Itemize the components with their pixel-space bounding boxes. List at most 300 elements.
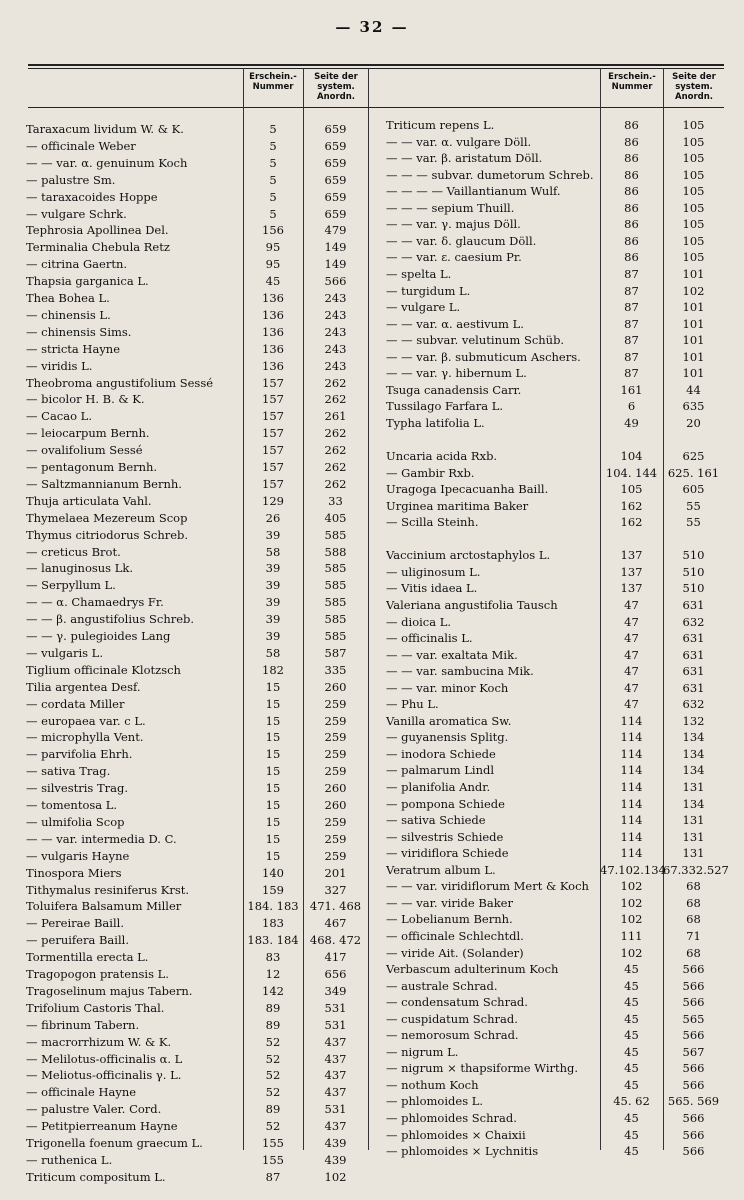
entry-name: — leiocarpum Bernh. (26, 426, 150, 441)
entry-number: 15 (265, 764, 281, 779)
index-row (26, 239, 368, 256)
entry-name: — australe Schrad. (386, 978, 498, 993)
entry-page: 105 (682, 184, 705, 199)
entry-number: 89 (265, 1017, 281, 1032)
index-row (386, 978, 724, 995)
entry-number: 114 (620, 746, 643, 761)
entry-number: 52 (265, 1085, 281, 1100)
entry-name: — sativa Trag. (26, 764, 111, 779)
entry-name: — — var. viridiflorum Mert & Koch (386, 879, 589, 894)
entry-number: 15 (265, 747, 281, 762)
index-row (26, 1101, 368, 1118)
entry-page: 105 (682, 134, 705, 149)
entry-number: 45 (624, 978, 639, 993)
entry-number: 45 (624, 962, 639, 977)
entry-name: Triticum compositum L. (26, 1169, 166, 1184)
entry-page: 68 (686, 945, 701, 960)
entry-name: Tilia argentea Desf. (26, 679, 141, 694)
entry-number: 39 (265, 527, 281, 542)
entry-page: 467 (324, 916, 347, 931)
entry-number: 89 (265, 1102, 281, 1117)
entry-name: — spelta L. (386, 266, 452, 281)
entry-page: 134 (682, 746, 705, 761)
entry-page: 68 (686, 895, 701, 910)
entry-number: 87 (624, 266, 639, 281)
entry-page: 243 (324, 358, 347, 373)
entry-name: — officinale Hayne (26, 1085, 137, 1100)
entry-name: — cuspidatum Schrad. (386, 1011, 518, 1026)
entry-page: 131 (682, 780, 705, 794)
index-row (26, 1051, 368, 1068)
entry-page: 260 (324, 798, 347, 812)
index-row (26, 375, 368, 392)
entry-name: — cordata Miller (26, 696, 125, 711)
index-row (386, 779, 724, 796)
entry-page: 349 (324, 983, 347, 998)
entry-name: — bicolor H. B. & K. (26, 392, 145, 407)
entry-page: 437 (324, 1051, 347, 1066)
entry-page: 262 (324, 443, 347, 458)
index-row (26, 949, 368, 966)
index-row (386, 498, 724, 515)
entry-page: 587 (324, 645, 347, 660)
entry-name: — — — subvar. dumetorum Schreb. (386, 167, 594, 182)
entry-name: — Scilla Steinh. (386, 515, 479, 530)
entry-page: 656 (324, 967, 347, 981)
entry-number: 52 (265, 1051, 281, 1066)
entry-page: 55 (686, 498, 701, 513)
index-row (26, 408, 368, 425)
entry-number: 39 (265, 578, 281, 593)
entry-number: 157 (262, 426, 284, 441)
entry-name: Veratrum album L. (386, 862, 496, 877)
entry-number: 157 (262, 392, 284, 407)
entry-number: 15 (265, 814, 281, 829)
index-row (26, 358, 368, 375)
entry-name: — — var. α. vulgare Döll. (386, 134, 532, 149)
entry-page: 261 (324, 409, 347, 424)
entry-name: — taraxacoides Hoppe (26, 189, 158, 204)
index-row (386, 481, 724, 498)
entry-name: — — subvar. velutinum Schüb. (386, 333, 565, 348)
entry-number: 5 (269, 155, 277, 170)
entry-page: 101 (682, 266, 705, 281)
index-row (26, 324, 368, 341)
index-row (26, 155, 368, 172)
entry-page: 631 (682, 664, 705, 679)
entry-page: 134 (682, 730, 705, 745)
entry-page: 566 (682, 1127, 705, 1142)
entry-name: Thymelaea Mezereum Scop (26, 510, 188, 525)
index-row (26, 206, 368, 223)
index-row (386, 465, 724, 482)
entry-number: 45 (624, 1144, 639, 1159)
index-row (26, 1152, 368, 1169)
entry-number: 45. 62 (613, 1094, 650, 1109)
entry-page: 585 (324, 612, 347, 627)
index-row (386, 647, 724, 664)
entry-page: 566 (682, 1111, 705, 1125)
index-row (386, 398, 724, 415)
index-row (386, 729, 724, 746)
entry-name: — palustre Sm. (26, 172, 116, 187)
entry-name: Thapsia garganica L. (26, 274, 149, 289)
entry-number: 95 (265, 257, 281, 272)
entry-number: 142 (262, 983, 284, 998)
entry-name: — citrina Gaertn. (26, 257, 128, 272)
entry-page: 335 (324, 662, 347, 677)
entry-name: — planifolia Andr. (386, 780, 491, 794)
entry-page: 566 (682, 962, 705, 977)
entry-number: 15 (265, 831, 281, 846)
entry-name: Vanilla aromatica Sw. (386, 713, 512, 728)
entry-name: Trigonella foenum graecum L. (26, 1136, 203, 1150)
entry-number: 104 (620, 449, 643, 463)
entry-name: — phlomoides L. (386, 1094, 484, 1109)
entry-name: — Saltzmannianum Bernh. (26, 476, 182, 491)
entry-name: — viride Ait. (Solander) (386, 945, 524, 960)
entry-page: 243 (324, 307, 347, 322)
entry-page: 439 (324, 1152, 347, 1167)
index-row (386, 928, 724, 945)
index-row (386, 845, 724, 862)
header-page-right: Seite der system. Anordn. (672, 72, 716, 102)
entry-number: 5 (269, 189, 277, 204)
entry-number: 114 (620, 813, 643, 828)
entry-name: — — β. angustifolius Schreb. (26, 612, 195, 627)
entry-number: 137 (620, 548, 643, 563)
entry-number: 5 (269, 206, 277, 221)
entry-number: 102 (620, 895, 643, 910)
entry-page: 243 (324, 324, 347, 339)
entry-page: 605 (682, 482, 705, 497)
index-row (386, 299, 724, 316)
entry-page: 259 (324, 730, 347, 745)
entry-number: 87 (624, 300, 639, 315)
entry-page: 105 (682, 233, 705, 248)
entry-number: 45 (624, 1127, 639, 1142)
entry-number: 5 (269, 138, 277, 153)
entry-name: — palmarum Lindl (386, 763, 495, 778)
index-row (26, 898, 368, 915)
entry-number: 15 (265, 798, 281, 812)
entry-number: 89 (265, 1000, 281, 1015)
entry-name: — viridis L. (26, 358, 93, 373)
entry-name: Vaccinium arctostaphylos L. (386, 548, 551, 563)
index-row (26, 1017, 368, 1034)
entry-name: Typha latifolia L. (386, 415, 485, 430)
entry-page: 585 (324, 578, 347, 593)
index-row (26, 493, 368, 510)
index-row (26, 628, 368, 645)
index-row (26, 510, 368, 527)
entry-page: 20 (686, 415, 701, 430)
index-row (386, 200, 724, 217)
entry-name: — vulgare L. (386, 300, 461, 315)
entry-number: 39 (265, 561, 281, 576)
entry-number: 136 (262, 358, 284, 373)
entry-page: 566 (682, 1028, 705, 1043)
index-row (26, 222, 368, 239)
entry-number: 136 (262, 324, 284, 339)
entry-number: 47 (624, 664, 639, 679)
entry-page: 105 (682, 200, 705, 215)
entry-number: 157 (262, 375, 284, 390)
index-row (26, 915, 368, 932)
entry-number: 155 (262, 1152, 284, 1167)
entry-name: — chinensis Sims. (26, 324, 132, 339)
entry-name: — Pereirae Baill. (26, 916, 124, 931)
entry-number: 52 (265, 1034, 281, 1049)
entry-page: 510 (682, 581, 705, 596)
entry-page: 567 (682, 1044, 705, 1059)
entry-number: 102 (620, 879, 643, 894)
entry-number: 102 (620, 945, 643, 960)
index-row (386, 961, 724, 978)
entry-name: — — var. minor Koch (386, 680, 509, 695)
index-row (26, 679, 368, 696)
entry-page: 68 (686, 912, 701, 927)
entry-name: Tormentilla erecta L. (26, 950, 149, 965)
index-row (386, 531, 724, 548)
entry-number: 45 (265, 274, 281, 289)
entry-number: 162 (620, 498, 643, 513)
entry-name: Verbascum adulterinum Koch (386, 962, 559, 977)
entry-name: — — var. exaltata Mik. (386, 647, 518, 662)
index-row (386, 117, 724, 134)
index-row (26, 341, 368, 358)
entry-page: 439 (324, 1136, 347, 1150)
entry-name: Theobroma angustifolium Sessé (26, 375, 214, 390)
index-row (386, 911, 724, 928)
entry-page: 262 (324, 375, 347, 390)
entry-name: — chinensis L. (26, 307, 111, 322)
entry-number: 136 (262, 291, 284, 305)
entry-name: Tussilago Farfara L. (386, 399, 503, 414)
entry-name: — europaea var. c L. (26, 713, 146, 728)
index-row (26, 476, 368, 493)
entry-number: 47 (624, 614, 639, 629)
entry-number: 157 (262, 443, 284, 458)
entry-number: 157 (262, 409, 284, 424)
entry-number: 114 (620, 713, 643, 728)
entry-page: 437 (324, 1068, 347, 1083)
header-page-left: Seite der system. Anordn. (314, 72, 358, 102)
entry-number: 86 (624, 217, 639, 232)
top-rule-thin (28, 68, 724, 69)
index-row (26, 932, 368, 949)
entry-name: — lanuginosus Lk. (26, 561, 133, 576)
entry-number: 47 (624, 680, 639, 695)
entry-page: 625. 161 (667, 465, 720, 480)
entry-page: 417 (324, 950, 347, 965)
entry-name: — vulgare Schrk. (26, 206, 127, 221)
entry-page: 632 (682, 614, 705, 629)
entry-number: 87 (624, 333, 639, 348)
index-row (386, 332, 724, 349)
entry-number: 114 (620, 829, 643, 844)
entry-number: 39 (265, 595, 281, 610)
index-row (26, 729, 368, 746)
entry-name: — palustre Valer. Cord. (26, 1102, 162, 1117)
entry-number: 39 (265, 629, 281, 643)
index-row (26, 797, 368, 814)
entry-name: — ulmifolia Scop (26, 814, 125, 829)
entry-number: 87 (624, 366, 639, 381)
index-row (26, 256, 368, 273)
entry-page: 631 (682, 597, 705, 612)
entry-page: 405 (324, 510, 347, 525)
index-row (26, 983, 368, 1000)
entry-name: — phlomoides × Lychnitis (386, 1144, 539, 1159)
index-row (26, 189, 368, 206)
index-row (26, 594, 368, 611)
index-row (26, 713, 368, 730)
entry-page: 102 (682, 283, 705, 298)
entry-number: 58 (265, 544, 281, 559)
index-row (386, 316, 724, 333)
index-row (26, 645, 368, 662)
index-row (386, 878, 724, 895)
entry-page: 105 (682, 151, 705, 166)
entry-name: — tomentosa L. (26, 798, 118, 812)
entry-name: — nigrum × thapsiforme Wirthg. (386, 1061, 579, 1076)
index-row (26, 966, 368, 983)
entry-page: 565. 569 (667, 1094, 720, 1109)
index-row (386, 547, 724, 564)
entry-page: 262 (324, 392, 347, 407)
index-row (26, 814, 368, 831)
entry-name: — Phu L. (386, 697, 439, 712)
entry-name: — phlomoides × Chaixii (386, 1127, 526, 1142)
entry-number: 86 (624, 118, 639, 132)
index-row (386, 448, 724, 465)
entry-number: 52 (265, 1068, 281, 1083)
entry-name: Toluifera Balsamum Miller (26, 899, 182, 914)
index-row (386, 1060, 724, 1077)
entry-name: — condensatum Schrad. (386, 995, 528, 1010)
entry-number: 45 (624, 1077, 639, 1092)
entry-name: — — var. intermedia D. C. (26, 831, 177, 846)
entry-name: — parvifolia Ehrh. (26, 747, 133, 762)
entry-page: 659 (324, 206, 347, 221)
entry-page: 635 (682, 399, 705, 414)
entry-number: 45 (624, 1061, 639, 1076)
entry-name: — Lobelianum Bernh. (386, 912, 513, 927)
index-row (26, 882, 368, 899)
header-rule (28, 107, 724, 108)
index-row (26, 307, 368, 324)
index-row (26, 560, 368, 577)
entry-page: 105 (682, 167, 705, 182)
entry-page: 437 (324, 1119, 347, 1134)
index-row (386, 1077, 724, 1094)
entry-number: 83 (265, 950, 281, 965)
entry-name: Valeriana angustifolia Tausch (386, 597, 558, 612)
index-row (386, 994, 724, 1011)
index-row (386, 862, 729, 879)
entry-name: — officinale Schlechtdl. (386, 928, 524, 943)
index-row (26, 1118, 368, 1135)
index-row (26, 1067, 368, 1084)
entry-number: 52 (265, 1119, 281, 1134)
entry-number: 47 (624, 647, 639, 662)
entry-number: 114 (620, 796, 643, 811)
entry-number: 114 (620, 763, 643, 778)
entry-name: — vulgaris L. (26, 645, 103, 660)
entry-name: Tephrosia Apollinea Del. (26, 223, 169, 238)
entry-page: 659 (324, 189, 347, 204)
index-row (386, 680, 724, 697)
entry-page: 631 (682, 647, 705, 662)
entry-page: 479 (324, 223, 347, 238)
entry-number: 47.102.134 (600, 862, 666, 877)
index-row (386, 349, 724, 366)
entry-page: 632 (682, 697, 705, 712)
entry-name: — — — sepium Thuill. (386, 200, 515, 215)
entry-page: 437 (324, 1085, 347, 1100)
entry-name: — ovalifolium Sessé (26, 443, 143, 458)
entry-page: 201 (324, 865, 347, 880)
entry-page: 327 (324, 882, 347, 897)
entry-name: Uncaria acida Rxb. (386, 449, 498, 463)
entry-name: Taraxacum lividum W. & K. (26, 122, 184, 136)
entry-page: 131 (682, 829, 705, 844)
entry-page: 101 (682, 316, 705, 331)
entry-number: 45 (624, 995, 639, 1010)
index-row (386, 150, 724, 167)
index-row (26, 831, 368, 848)
entry-page: 566 (682, 995, 705, 1010)
index-row (386, 1093, 724, 1110)
header-number-left: Erschein.-Nummer (249, 72, 297, 92)
entry-number: 157 (262, 460, 284, 474)
index-row (26, 1135, 368, 1152)
entry-number: 156 (262, 223, 284, 238)
entry-page: 588 (324, 544, 347, 559)
header-number-right: Erschein.-Nummer (608, 72, 656, 92)
entry-name: — Serpyllum L. (26, 578, 116, 593)
entry-name: Tinospora Miers (26, 865, 122, 880)
index-row (26, 1000, 368, 1017)
index-row (26, 1084, 368, 1101)
entry-number: 15 (265, 679, 281, 694)
index-row (386, 812, 724, 829)
entry-name: Tsuga canadensis Carr. (386, 382, 522, 397)
entry-number: 86 (624, 200, 639, 215)
entry-name: — vulgaris Hayne (26, 848, 130, 863)
index-row (26, 121, 368, 138)
entry-name: — guyanensis Splitg. (386, 730, 509, 745)
entry-page: 631 (682, 631, 705, 646)
page-number: — 32 — (335, 18, 409, 36)
index-row (386, 895, 724, 912)
entry-number: 155 (262, 1136, 284, 1150)
entry-number: 159 (262, 882, 284, 897)
entry-name: — turgidum L. (386, 283, 471, 298)
entry-number: 161 (620, 382, 643, 397)
index-row (386, 183, 724, 200)
index-row (386, 365, 724, 382)
entry-name: — — var. ε. caesium Pr. (386, 250, 522, 265)
entry-page: 44 (686, 382, 701, 397)
index-row (386, 713, 724, 730)
entry-page: 566 (324, 274, 347, 289)
entry-number: 5 (269, 122, 277, 136)
entry-name: — phlomoides Schrad. (386, 1111, 517, 1125)
entry-page: 566 (682, 1077, 705, 1092)
entry-page: 565 (682, 1011, 705, 1026)
